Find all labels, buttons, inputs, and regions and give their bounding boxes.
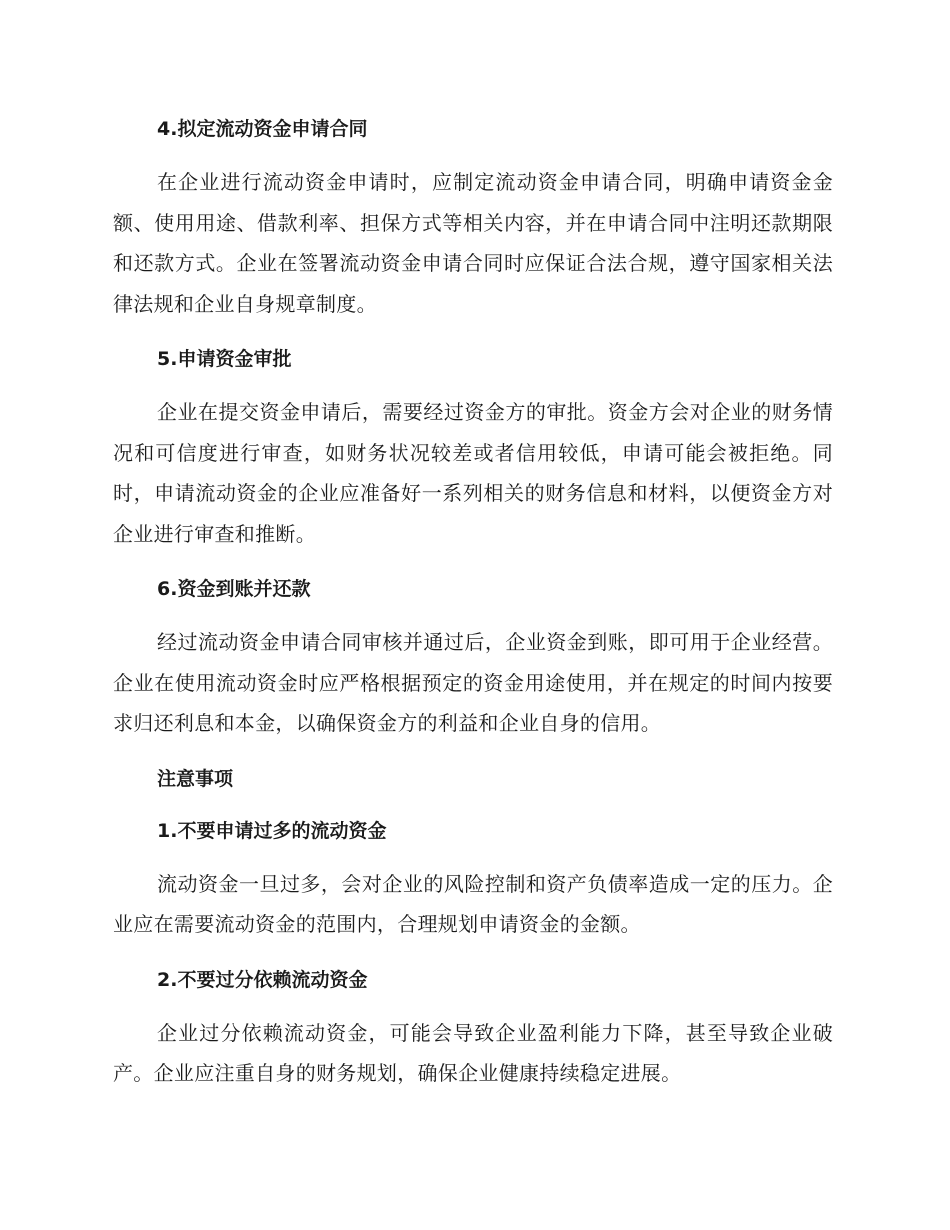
section-paragraph-4: 在企业进行流动资金申请时，应制定流动资金申请合同，明确申请资金金额、使用用途、借款利率、担保方式等相关内容，并在申请合同中注明还款期限和还款方式。企业在签署流动资金申请合同时应保证合法合规，遵守国家相关法律法规和企业自身规章制度。 — [113, 170, 833, 316]
document-body — [113, 110, 833, 1110]
notes-title: 注意事项 — [157, 767, 234, 790]
note-heading-1: 1.不要申请过多的流动资金 — [157, 819, 387, 842]
section-paragraph-5: 企业在提交资金申请后，需要经过资金方的审批。资金方会对企业的财务情况和可信度进行审查，如财务状况较差或者信用较低，申请可能会被拒绝。同时，申请流动资金的企业应准备好一系列相关的财务信息和材料，以便资金方对企业进行审查和推断。 — [113, 400, 833, 546]
note-paragraph-2: 企业过分依赖流动资金，可能会导致企业盈利能力下降，甚至导致企业破产。企业应注重自身的财务规划，确保企业健康持续稳定进展。 — [113, 1020, 833, 1085]
section-heading-4: 4.拟定流动资金申请合同 — [157, 118, 368, 140]
section-heading-5: 5.申请资金审批 — [157, 348, 292, 370]
note-paragraph-1: 流动资金一旦过多，会对企业的风险控制和资产负债率造成一定的压力。企业应在需要流动资金的范围内，合理规划申请资金的金额。 — [113, 871, 833, 936]
section-paragraph-6: 经过流动资金申请合同审核并通过后，企业资金到账，即可用于企业经营。企业在使用流动资金时应严格根据预定的资金用途使用，并在规定的时间内按要求归还利息和本金，以确保资金方的利益和企业自身的信用。 — [113, 630, 833, 735]
section-heading-6: 6.资金到账并还款 — [157, 578, 311, 600]
note-heading-2: 2.不要过分依赖流动资金 — [157, 968, 368, 991]
